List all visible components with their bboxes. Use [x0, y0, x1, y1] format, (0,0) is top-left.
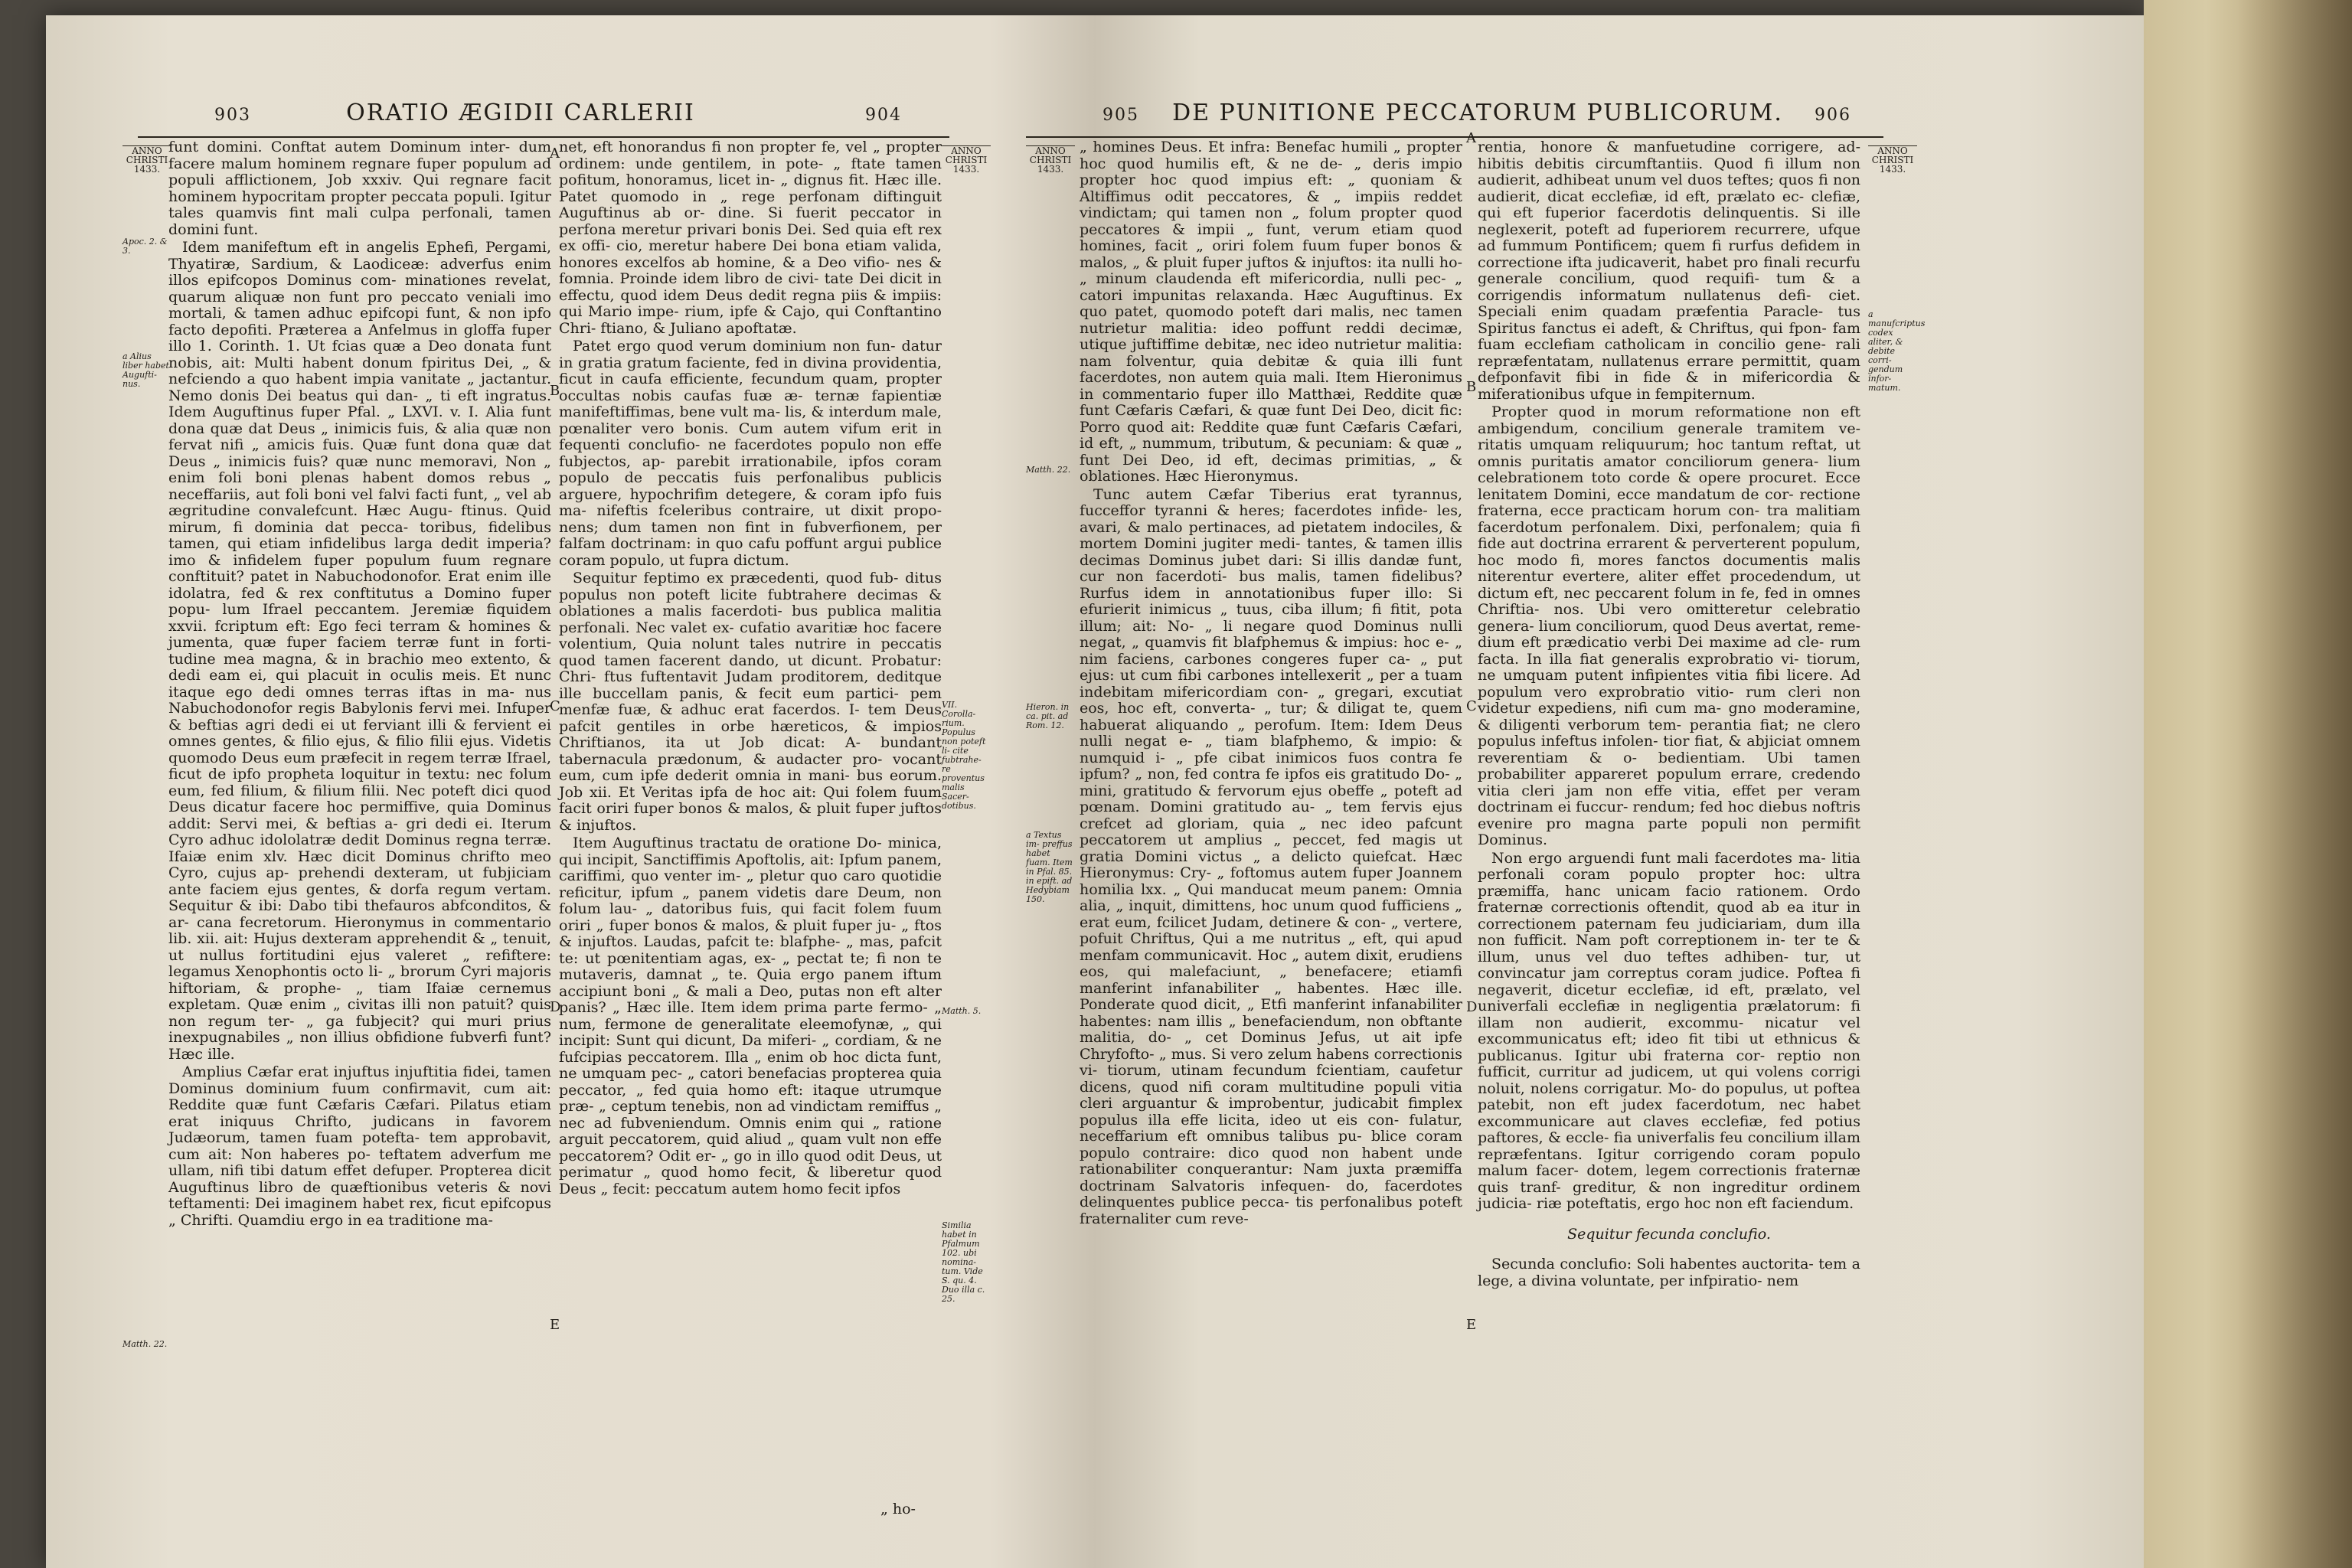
page-number-906: 906 — [1815, 106, 1851, 125]
paragraph: „ homines Deus. Et infra: Benefac humili „ propter hoc quod humilis eft, & ne de- „ deris impio propter hoc quod impius eft: „ quoniam & Altiffimus odit peccatores, & „ impiis reddet vindictam; qui tamen non „ folum propter quod peccatores & impii „ funt, verum etiam quod homines, facit „ oriri folem fuum fuper bonos & malos, „ & pluit fuper juftos & injuftos: ita nulli ho- „ minum claudenda eft mifericordia, nulli pec- „ catori impunitas relaxanda. Hæc Auguftinus. Ex quo patet, quomodo poteft dari malis, nec tamen nutrietur malitia: ideo poffunt reddi decimæ, utique juftiffime debitæ, nec ideo nutrietur malitia: nam folventur, quia debitæ & quia illi funt facerdotes, non autem quia mali. Item Hieronimus in commentario fuper illo Matthæi, Reddite quæ funt Cæfaris Cæfari, & quæ funt Dei Deo, dicit fic: Porro quod ait: Reddite quæ funt Cæfaris Cæfari, id eft, „ nummum, tributum, & pecuniam: & quæ „ funt Dei Deo, id eft, decimas primitias, „ & oblationes. Hæc Hieronymus. — [1080, 139, 1462, 485]
paragraph: Sequitur feptimo ex præcedenti, quod fub- ditus populus non poteft licite fubtrahere decimas & oblationes a malis facerdoti- bus publica malitia perfonali. Nec valet ex- cufatio avaritiæ hoc facere volentium, Quia nolunt tales nutrire in peccatis quod tamen facerent dando, ut dicunt. Probatur: Chri- ftus fuftentavit Judam proditorem, deditque ille buccellam panis, & fecit eum partici- pem menfæ fuæ, & adhuc erat facerdos. I- tem Deus pafcit gentiles in orbe hæreticos, & impios Chriftianos, ita ut Job dicat: A- bundant tabernacula prædonum, & audacter pro- vocant eum, cum ipfe dederit omnia in mani- bus eorum. Job xii. Et Veritas ipfa de hoc ait: Qui folem fuum facit oriri fuper bonos & malos, & pluit fuper juftos & injuftos. — [559, 570, 942, 834]
catchword: „ ho- — [880, 1501, 916, 1517]
right-column-a — [1080, 139, 1462, 1229]
margin-note-vii: VII. Corolla- rium. Populus non poteft li- cite fubtrahe- re proventus malis Sacer- dotibus. — [942, 700, 986, 811]
paragraph: Amplius Cæfar erat injuftus injuftitia fidei, tamen Dominus dominium fuum confirmavit, cum ait: Reddite quæ funt Cæfaris Cæfari. Pilatus etiam erat iniquus Chrifto, judicans in favorem Judæorum, tamen fuam potefta- tem approbavit, cum ait: Non haberes po- teftatem adverfum me ullam, nifi tibi datum effet defuper. Propterea dicit Auguftinus libro de quæftionibus veteris & novi teftamenti: Dei imaginem habet rex, ficut epifcopus „ Chrifti. Quamdiu ergo in ea traditione ma- — [168, 1063, 551, 1229]
left-page — [61, 0, 988, 1531]
margin-note-textus: a Textus im- preffus habet fuam. Item in Pfal. 85. in epift. ad Hedybiam 150. — [1026, 830, 1073, 904]
right-column-b — [1478, 139, 1860, 1291]
paragraph: rentia, honore & manfuetudine corrigere, ad- hibitis debitis circumftantiis. Quod fi illum non audierit, adhibeat unum vel duos teftes; quos fi non audierit, dicat ecclefiæ, id eft, prælato ec- clefiæ, qui eft fuperior facerdotis delinquentis. Si ille neglexerit, poteft ad fuperiorem recurrere, ufque ad fummum Pontificem; quem fi rurfus defidem in correctione ifta judicaverit, habet pro finali recurfu generale concilium, quod requifi- tum & a corrigendis informatum nullatenus defi- ciet. Speciali enim quadam præfentia Paracle- tus Spiritus fanctus ei adeft, & Chriftus, qui fpon- fam fuam ecclefiam catholicam in concilio gene- rali repræfentatam, nullatenus errare permittit, quam defponfavit fibi in fide & in mifericordia & miferationibus ufque in fempiternum. — [1478, 139, 1860, 403]
margin-note-matth5: Matth. 5. — [942, 1006, 982, 1016]
right-anno-christi-a: ANNO CHRISTI 1433. — [1026, 145, 1075, 174]
left-column-a — [168, 139, 551, 1230]
left-column-b — [559, 139, 942, 1199]
paragraph: Non ergo arguendi funt mali facerdotes ma- litia perfonali coram populo propter hoc: ultra præmiffa, hanc unicam facio rationem. Ordo fraternæ correctionis oftendit, quod ab ea itur in correctionem paternam feu judiciariam, dum illa non fufficit. Nam poft correptionem in- ter te & illum, unus vel duo teftes adhiben- tur, ut convincatur jam correptus coram judice. Poftea fi negaverit, dicetur ecclefiæ, id eft, prælato, vel univerfali ecclefiæ in negligentia prælatorum: fi illam non audierit, excommu- nicatur vel excommunicatus eft; ideo fit tibi ut ethnicus & publicanus. Igitur ubi fraterna cor- reptio non fufficit, curritur ad judicem, ut qui volens corrigi noluit, nolens corrigatur. Mo- do populus, ut poftea patebit, non eft judex facerdotum, nec habet excommunicare aut claves ecclefiæ, fed potius paftores, & eccle- fia univerfalis feu concilium illam repræfentans. Igitur corrigendo coram populo malum facer- dotem, legem correctionis fraternæ quis tranf- greditur, & non ingreditur ordinem judicia- riæ poteftatis, ergo hoc non eft faciendum. — [1478, 849, 1860, 1212]
margin-note-alius: a Alius liber habet Augufti- nus. — [122, 351, 169, 389]
paragraph: Item Auguftinus tractatu de oratione Do- minica, qui incipit, Sanctiffimis Apoftolis, ait: Ipfum panem, cariffimi, quo venter im- „ pletur quo caro quotidie reficitur, ipfum „ panem videtis dare Deum, non folum lau- „ datoribus fuis, qui facit folem fuum oriri „ fuper bonos & malos, & pluit fuper ju- „ ftos & injuftos. Laudas, pafcit te: blafphe- „ mas, pafcit te: ut pœnitentiam agas, ex- „ pectat te; fi non te mutaveris, damnat „ te. Quia ergo panem iftum accipiunt boni „ & mali a Deo, putas non eft alter panis? „ Hæc ille. Item idem prima parte fermo- „ num, fermone de generalitate eleemofynæ, „ qui incipit: Sunt qui dicunt, Da miferi- „ cordiam, & ne fufcipias peccatorem. Illa „ enim ob hoc dicta funt, ne umquam pec- „ catori benefacias propterea quia peccator, „ fed quia homo eft: itaque utrumque præ- „ ceptum tenebis, non ad vindictam remiffus „ nec ad fubveniendum. Omnis enim qui „ ratione arguit peccatorem, quid aliud „ quam vult non effe peccatorem? Odit er- „ go in illo quod odit Deus, ut perimatur „ quod homo fecit, & liberetur quod Deus „ fecit: peccatum autem homo fecit ipfos — [559, 835, 942, 1197]
section-letter-e: E — [550, 1317, 560, 1333]
section-letter-c: C — [550, 698, 560, 714]
left-header-rule — [138, 136, 949, 138]
book-page-edge — [2144, 0, 2352, 1568]
right-anno-christi-b: ANNO CHRISTI 1433. — [1868, 145, 1917, 174]
section-heading: Sequitur fecunda conclufio. — [1567, 1225, 1771, 1243]
right-page-title: DE PUNITIONE PECCATORUM PUBLICORUM. — [1172, 100, 1783, 126]
section-letter-b-right: B — [1466, 379, 1477, 395]
paragraph: funt domini. Conftat autem Dominum inter- dum facere malum hominem regnare fuper populum ad populi afflictionem, Job xxxiv. Qui regnare facit hominem hypocritam propter peccata populi. Igitur tales quamvis fint mali culpa perfonali, tamen domini funt. — [168, 139, 551, 238]
page-number-903: 903 — [214, 106, 251, 125]
paragraph: net, eft honorandus fi non propter fe, vel „ propter ordinem: unde gentilem, in pote- „ ftate tamen pofitum, honoramus, licet in- „ dignus fit. Hæc ille. Patet quomodo in „ rege perfonam diftinguit Auguftinus ab or- dine. Si fuerit peccator in perfona meretur privari bonis Dei. Sed quia eft rex ex offi- cio, meretur habere Dei bona etiam valida, honores excelfos ab homine, & a Deo vifio- nes & fomnia. Proinde idem libro de civi- tate Dei dicit in effectu, quod idem Deus dedit regna piis & impiis: qui Mario impe- rium, ipfe & Cajo, qui Conftantino Chri- ftiano, & Juliano apoftatæ. — [559, 139, 942, 337]
section-letter-b: B — [550, 383, 560, 399]
section-letter-a: A — [550, 145, 560, 162]
margin-note-matth22-right: Matth. 22. — [1026, 465, 1071, 475]
section-letter-d-right: D — [1466, 999, 1478, 1015]
section-letter-c-right: C — [1466, 698, 1477, 714]
paragraph: Secunda conclufio: Soli habentes auctorita- tem a lege, a divina voluntate, per infpiratio- nem — [1478, 1256, 1860, 1289]
section-letter-d: D — [550, 999, 561, 1015]
margin-note-similia: Similia habet in Pfalmum 102. ubi nomina- tum. Vide S. qu. 4. Duo illa c. 25. — [942, 1220, 985, 1304]
margin-note-matth22: Matth. 22. — [122, 1339, 168, 1349]
left-page-header — [61, 100, 980, 130]
right-header-rule — [1026, 136, 1883, 138]
section-letter-e-right: E — [1466, 1317, 1477, 1333]
page-number-905: 905 — [1102, 106, 1139, 125]
section-letter-a-right: A — [1466, 130, 1476, 146]
paragraph: Idem manifeftum eft in angelis Ephefi, Pergami, Thyatiræ, Sardium, & Laodiceæ: adverfus enim illos epifcopos Dominus com- minationes revelat, quarum aliquæ non funt pro peccato veniali imo mortali, & tamen adhuc epifcopi funt, & non ipfo facto depofiti. Præterea a Anfelmus in gloffa fuper illo 1. Corinth. 1. Ut fcias quæ a Deo donata funt nobis, ait: Multi habent donum fpiritus Dei, „ & nefciendo a quo habent impia vanitate „ jactantur. Nemo donis Dei beatus qui dan- „ ti eft ingratus. Idem Auguftinus fuper Pfal. „ LXVI. v. I. Alia funt dona quæ dat Deus „ inimicis fuis, & alia quæ non fervat nifi „ amicis fuis. Quæ funt dona quæ dat Deus „ inimicis fuis? quæ nunc memoravi, Non „ enim foli boni plenas habent domos rebus „ neceffariis, aut foli boni vel falvi facti funt, „ vel ab ægritudine convalefcunt. Hæc Augu- ftinus. Quid mirum, fi dominia dat pecca- toribus, fidelibus tamen, qui etiam infidelibus larga dedit imperia? imo & infidelem fuper populum fuum regnare conftituit? patet in Nabuchodonofor. Erat enim ille idolatra, fed & rex conftitutus a Domino fuper popu- lum Ifrael peccantem. Jeremiæ fiquidem xxvii. fcriptum eft: Ego feci terram & homines & jumenta, quæ fuper faciem terræ funt in forti- tudine mea magna, & in brachio meo extento, & dedi eam ei, qui placuit in oculis meis. Et nunc itaque ego dedi omnes terras iftas in ma- nus Nabuchodonofor regis Babylonis fervi mei. Infuper & beftias agri dedi ei ut ferviant illi & fervient ei omnes gentes, & filio ejus, & filio filii ejus. Videtis quomodo Deus eum præfecit in regem terræ Ifrael, ficut de ipfo propheta loquitur in textu: nec folum eum, fed filium, & filium filii. Nec poteft dici quod Deus dicatur facere hoc permiffive, quia Dominus addit: Servi mei, & beftias a- gri dedi ei. Iterum Cyro adhuc idololatræ dedit Dominus regna terræ. Ifaiæ enim xlv. Hæc dicit Dominus chrifto meo Cyro, cujus ap- prehendi dexteram, ut fubjiciam ante faciem ejus gentes, & dorfa regum vertam. Sequitur & ibi: Dabo tibi thefauros abfconditos, & ar- cana fecretorum. Hieronymus in commentario lib. xii. ait: Hujus dexteram apprehendit & „ tenuit, ut nullus fortitudini ejus valeret „ refiftere: legamus Xenophontis octo li- „ brorum Cyri majoris hiftoriam, & prophe- „ tiam Ifaiæ cernemus expletam. Quæ enim „ civitas illi non patuit? quis non regum ter- „ ga fubjecit? qui muri prius inexpugnabiles „ non illius obfidione fubverfi funt? Hæc ille. — [168, 239, 551, 1063]
margin-note-manuf: a manufcriptus codex aliter, & debite corri- gendum infor- matum. — [1868, 309, 1926, 393]
left-anno-christi-b: ANNO CHRISTI 1433. — [942, 145, 991, 174]
right-page-header — [1026, 100, 1929, 130]
left-anno-christi-a: ANNO CHRISTI 1433. — [122, 145, 172, 174]
right-page — [1026, 0, 1929, 1531]
margin-note-hieron: Hieron. in ca. pit. ad Rom. 12. — [1026, 702, 1070, 730]
left-page-title: ORATIO ÆGIDII CARLERII — [346, 100, 695, 126]
paragraph: Tunc autem Cæfar Tiberius erat tyrannus, fucceffor tyranni & heres; facerdotes infide- les, avari, & malo pertinaces, ad pietatem indociles, & mortem Domini jugiter medi- tantes, & tamen illis decimas Dominus jubet dari: Si illis dandæ funt, cur non facerdoti- bus malis, tamen fidelibus? Rurfus idem in annotationibus fuper illo: Si efurierit inimicus „ tuus, ciba illum; fi fitit, pota illum; ait: No- „ li negare quod Dominus nulli negat, „ quamvis fit blafphemus & impius: hoc e- „ nim faciens, carbones congeres fuper ca- „ put ejus: ut cum fibi carbones intellexerit „ per a tuam indebitam mifericordiam con- „ gregari, excutiat eos, hoc eft, converta- „ tur; & diligat te, quem habuerat aliquando „ perofum. Item: Idem Deus nulli negat e- „ tiam blafphemo, & impio: & numquid i- „ pfe cibat inimicos fuos contra fe ipfum? „ non, fed contra fe ipfos eis gratitudo Do- „ mini, gratitudo & fervorum ejus obeffe „ poteft ad pœnam. Domini gratitudo au- „ tem fervis ejus crefcet ad gloriam, quia „ nec ideo pafcunt peccatorem ut amplius „ peccet, fed magis ut gratia Domini victus „ a delicto quiefcat. Hæc Hieronymus: Cry- „ foftomus autem fuper Joannem homilia lxx. „ Qui manducat meum panem: Omnia alia, „ inquit, dimittens, hoc unum quod fufficiens „ erat eum, fcilicet Judam, detinere & con- „ vertere, pofuit Chriftus, Qui a me nutritus „ eft, qui apud menfam communicavit. Hoc „ autem dixit, erudiens eos, qui malefaciunt, „ benefacere; etiamfi manferint infanabiliter „ habentes. Hæc ille. Ponderate quod dicit, „ Etfi manferint infanabiliter habentes: nam illis „ benefaciendum, non obftante malitia, do- „ cet Dominus Jefus, ut ait ipfe Chryfofto- „ mus. Si vero zelum habens correctionis vi- tiorum, utinam fecundum fcientiam, caufetur dicens, quod nifi coram multitudine populi vitia cleri arguantur & improbentur, judicabit fimplex populus illa effe licita, ideo ut eis con- fulatur, neceffarium eft omnibus talibus pu- blice coram populo contraire: dico quod non habent unde rationabiliter conquerantur: Nam juxta præmiffa doctrinam Salvatoris infequen- do, facerdotes delinquentes publice pecca- tis perfonalibus poteft fraternaliter cum reve- — [1080, 485, 1462, 1227]
margin-note-apoc: Apoc. 2. & 3. — [122, 237, 168, 256]
paragraph: Propter quod in morum reformatione non eft ambigendum, concilium generale tramitem ve- ritatis umquam reliquurum; hoc tantum reftat, ut omnis puritatis amator conciliorum genera- lium celebrationem toto corde & opere procuret. Ecce lenitatem Domini, ecce mandatum de cor- rectione fraterna, ecce practicam horum con- tra malitiam facerdotum perfonalem. Dixi, perfonalem; quia fi fide aut doctrina errarent & perverterent populum, hoc modo fi, mores fanctos documentis malis niterentur evertere, aliter effet procedendum, ut dictum eft, nec peccarent folum in fe, fed in omnes Chriftia- nos. Ubi vero omitteretur celebratio genera- lium conciliorum, quod Deus avertat, reme- dium eft prædicatio verbi Dei maxime ad cle- rum facta. In illa fiat generalis exprobratio vi- tiorum, ne umquam putent infipientes vitia fibi licere. Ad populum vero exprobratio vitio- rum cleri non videtur expediens, nifi cum ma- gno moderamine, & diligenti verborum tem- perantia fiat; ne clero populus infeftus infolen- tior fiat, & abjiciat omnem reverentiam & o- bedientiam. Ubi tamen probabiliter appareret populum errare, credendo vitia cleri jam non effe vitia, effet per veram doctrinam ei fuccur- rendum; fed hoc diebus noftris evenire pro magna parte populi non permifit Dominus. — [1478, 403, 1860, 848]
page-number-904: 904 — [865, 106, 902, 125]
paragraph: Patet ergo quod verum dominium non fun- datur in gratia gratum faciente, fed in divina providentia, ficut in caufa efficiente, fecundum quam, propter occultas nobis caufas fuæ æ- ternæ fapientiæ manifeftiffimas, bene vult ma- lis, & interdum male, pœnaliter vero bonis. Cum autem vifum erit in fequenti conclufio- ne facerdotes populo non effe fubjectos, ap- parebit irrationabile, ipfos coram populo de peccatis fuis perfonalibus publicis arguere, hypochrifim detegere, & coram ipfo fuis ma- nifeftis fceleribus contraire, ut dixit propo- nens; dum tamen non fint in fubverfionem, per falfam doctrinam: in quo cafu poffunt argui publice coram populo, ut fupra dictum. — [559, 338, 942, 569]
